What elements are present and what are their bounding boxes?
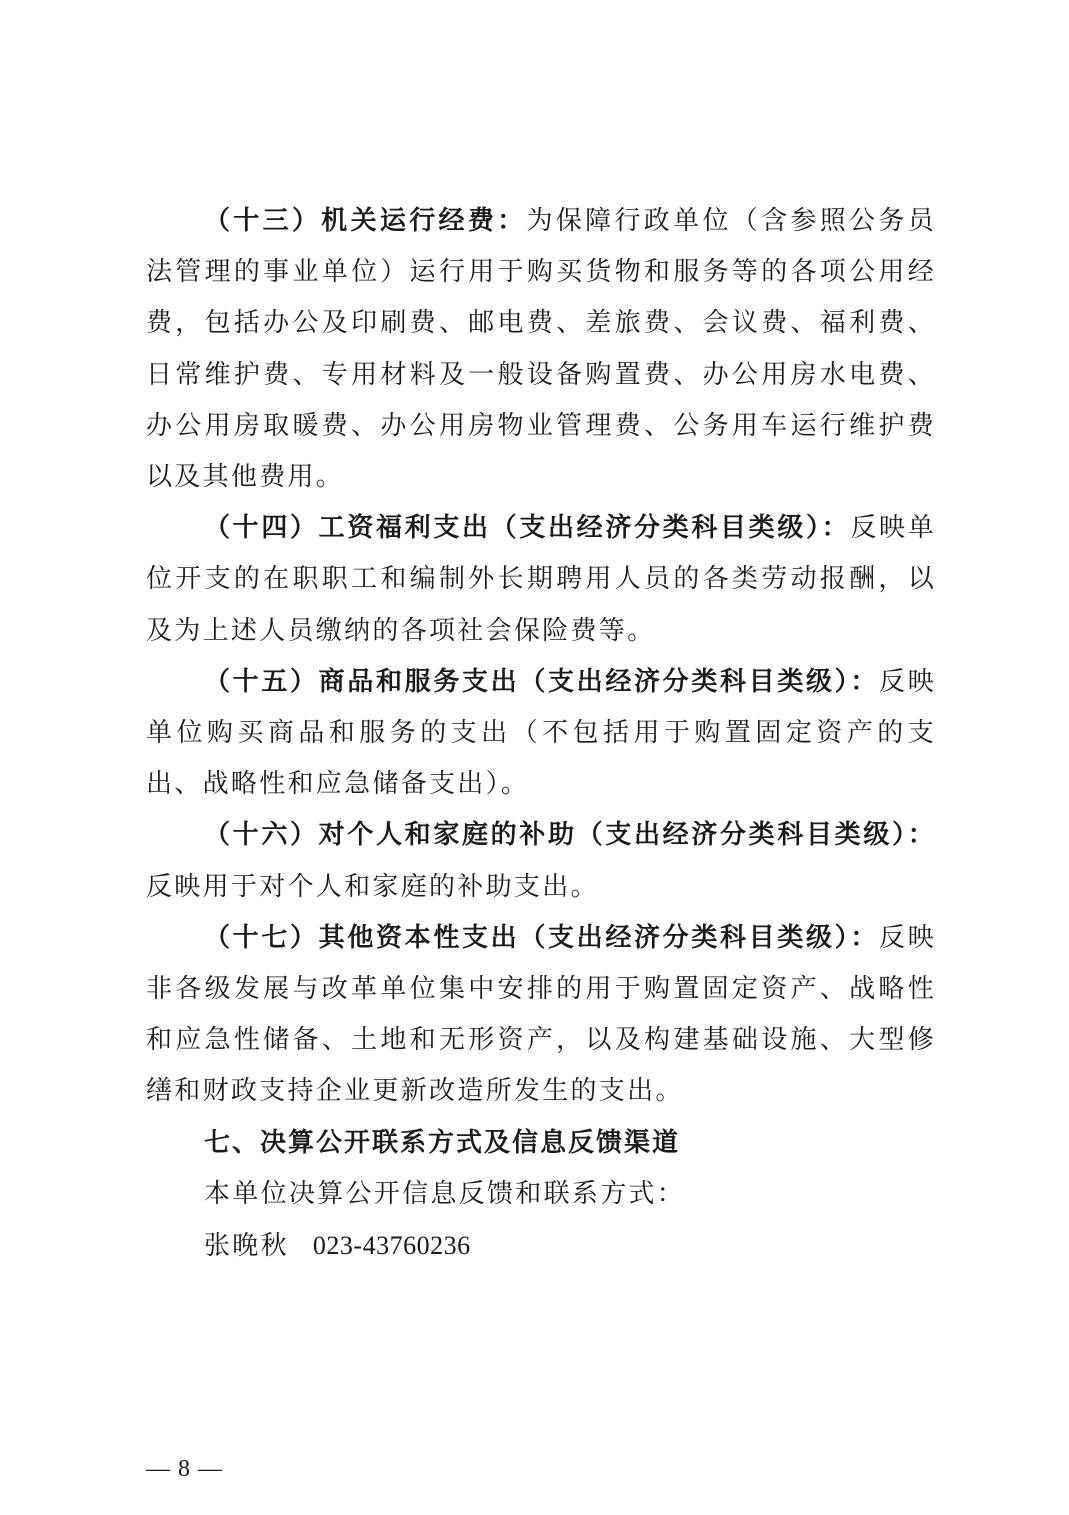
definition-text: 为保障行政单位（含参照公务员法管理的事业单位）运行用于购买货物和服务等的各项公用经费，包括办公及印刷费、邮电费、差旅费、会议费、福利费、日常维护费、专用材料及一般设备购置费、办公用房水电费、办公用房取暖费、办公用房物业管理费、公务用车运行维护费以及其他费用。 xyxy=(146,206,936,493)
definition-term: （十七）其他资本性支出（支出经济分类科目类级）： xyxy=(204,922,880,953)
definition-term: （十四）工资福利支出（支出经济分类科目类级）： xyxy=(204,513,851,544)
definition-text: 反映非各级发展与改革单位集中安排的用于购置固定资产、战略性和应急性储备、土地和无形资产，以及构建基础设施、大型修缮和财政支持企业更新改造所发生的支出。 xyxy=(146,922,936,1107)
definition-text: 反映单位购买商品和服务的支出（不包括用于购置固定资产的支出、战略性和应急储备支出）。 xyxy=(146,666,936,800)
definition-paragraph-14 xyxy=(146,503,936,657)
document-body xyxy=(146,196,936,1272)
definition-term: （十六）对个人和家庭的补助（支出经济分类科目类级）： xyxy=(204,820,936,851)
definition-term: （十五）商品和服务支出（支出经济分类科目类级）： xyxy=(204,666,880,697)
definition-paragraph-16 xyxy=(146,810,936,912)
definition-term: （十三）机关运行经费： xyxy=(204,206,527,236)
contact-line xyxy=(146,1220,936,1272)
page-number: — 8 — xyxy=(146,1456,223,1482)
definition-paragraph-17 xyxy=(146,913,936,1118)
definition-text: 反映用于对个人和家庭的补助支出。 xyxy=(146,871,599,902)
contact-intro: 本单位决算公开信息反馈和联系方式： xyxy=(204,1178,686,1209)
definition-paragraph-13 xyxy=(146,196,936,503)
definition-paragraph-15 xyxy=(146,657,936,811)
contact-phone: 023-43760236 xyxy=(312,1231,471,1261)
section-heading: 七、决算公开联系方式及信息反馈渠道 xyxy=(204,1127,681,1158)
contact-name: 张晚秋 xyxy=(204,1231,289,1262)
definition-text: 反映单位开支的在职职工和编制外长期聘用人员的各类劳动报酬，以及为上述人员缴纳的各项社会保险费等。 xyxy=(146,513,936,646)
